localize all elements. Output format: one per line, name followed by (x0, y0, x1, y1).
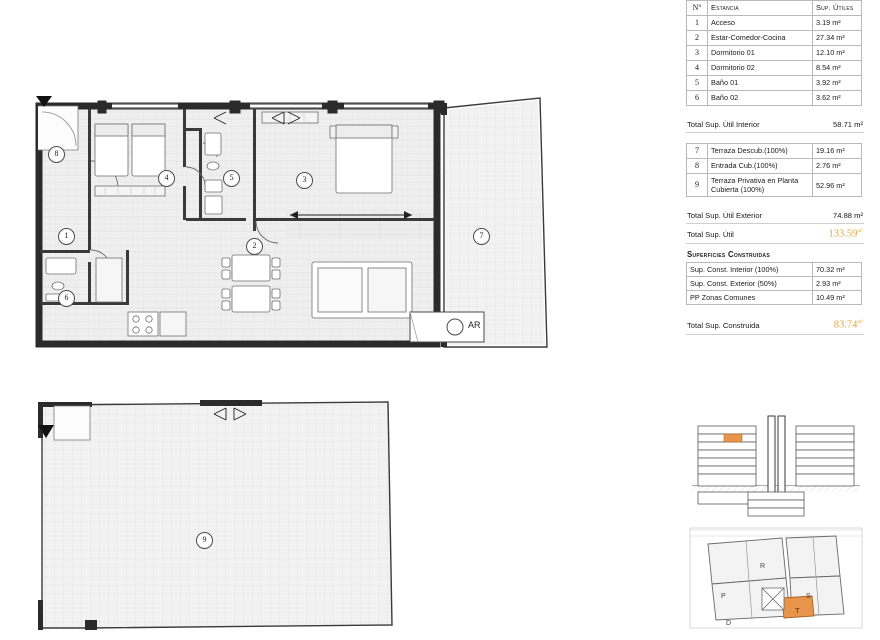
room-marker-5: 5 (223, 170, 240, 187)
row-num: 2 (687, 31, 708, 46)
row-num: 8 (687, 159, 708, 174)
row-area: 10.49 m² (813, 290, 862, 304)
table-row (687, 262, 862, 276)
room-marker-3: 3 (296, 172, 313, 189)
total-built-label: Total Sup. Construida (687, 320, 760, 330)
total-util-value (829, 228, 863, 240)
row-num: 9 (687, 174, 708, 197)
table-row (687, 91, 862, 106)
row-area: 52.96 m² (813, 174, 862, 197)
site-label-T: T (795, 606, 800, 615)
row-area: 3.62 m² (813, 91, 862, 106)
table-row (687, 31, 862, 46)
row-area: 3.19 m² (813, 16, 862, 31)
row-num: 1 (687, 16, 708, 31)
row-room: Terraza Descub.(100%) (708, 144, 813, 159)
total-util-label: Total Sup. Útil (687, 229, 734, 239)
header-num: Nº (687, 1, 708, 16)
table-row (687, 61, 862, 76)
row-room: Estar-Comedor-Cocina (708, 31, 813, 46)
total-built-unit: m² (857, 319, 863, 326)
built-areas-table (686, 262, 862, 305)
row-area: 2.76 m² (813, 159, 862, 174)
locator-thumbnails (686, 404, 866, 639)
header-area: Sup. Útiles (813, 1, 862, 16)
table-row (687, 276, 862, 290)
total-built-row (686, 315, 864, 335)
row-area: 19.16 m² (813, 144, 862, 159)
site-label-P: P (721, 593, 726, 600)
table-row (687, 46, 862, 61)
exterior-areas-table (686, 143, 862, 197)
row-room: Acceso (708, 16, 813, 31)
row-room: Entrada Cub.(100%) (708, 159, 813, 174)
site-label-R: R (760, 563, 766, 570)
room-marker-1: 1 (58, 228, 75, 245)
row-room: Dormitorio 01 (708, 46, 813, 61)
row-area: 12.10 m² (813, 46, 862, 61)
room-marker-9: 9 (196, 532, 213, 549)
site-label-S: S (806, 593, 811, 600)
table-row (687, 76, 862, 91)
row-area: 70.32 m² (813, 262, 862, 276)
table-header-row (687, 1, 862, 16)
row-room: Sup. Const. Exterior (50%) (687, 276, 813, 290)
row-room: Dormitorio 02 (708, 61, 813, 76)
row-room: Baño 01 (708, 76, 813, 91)
total-interior-row (686, 116, 864, 133)
total-built-number: 83.74 (833, 319, 858, 331)
row-num: 6 (687, 91, 708, 106)
site-label-D: D (726, 620, 732, 627)
built-areas-title: Superficies Construidas (687, 249, 770, 259)
header-room: Estancia (708, 1, 813, 16)
total-util-row (686, 224, 864, 244)
table-row (687, 144, 862, 159)
ar-label: AR (468, 320, 481, 330)
room-marker-6: 6 (58, 290, 75, 307)
total-util-number: 133.59 (828, 228, 858, 240)
total-interior-label: Total Sup. Útil Interior (687, 120, 760, 129)
table-row (687, 290, 862, 304)
room-marker-7: 7 (473, 228, 490, 245)
row-room: Terraza Privativa en Planta Cubierta (100%) (708, 174, 813, 197)
row-room: Sup. Const. Interior (100%) (687, 262, 813, 276)
total-interior-value: 58.71 m² (833, 120, 863, 129)
table-row (687, 159, 862, 174)
row-num: 3 (687, 46, 708, 61)
row-area: 27.34 m² (813, 31, 862, 46)
room-marker-2: 2 (246, 238, 263, 255)
interior-areas-table (686, 0, 862, 106)
total-exterior-row (686, 207, 864, 224)
building-section-thumb (686, 404, 866, 634)
row-area: 2.93 m² (813, 276, 862, 290)
total-built-value (834, 319, 863, 331)
total-util-unit: m² (857, 228, 863, 235)
table-row (687, 174, 862, 197)
row-num: 7 (687, 144, 708, 159)
total-exterior-value: 74.88 m² (833, 211, 863, 221)
row-room: Baño 02 (708, 91, 813, 106)
room-marker-4: 4 (158, 170, 175, 187)
row-num: 4 (687, 61, 708, 76)
row-room: PP Zonas Comunes (687, 290, 813, 304)
total-exterior-label: Total Sup. Útil Exterior (687, 211, 763, 221)
room-marker-8: 8 (48, 146, 65, 163)
row-area: 8.54 m² (813, 61, 862, 76)
row-area: 3.92 m² (813, 76, 862, 91)
areas-panel (686, 0, 866, 335)
row-num: 5 (687, 76, 708, 91)
table-row (687, 16, 862, 31)
